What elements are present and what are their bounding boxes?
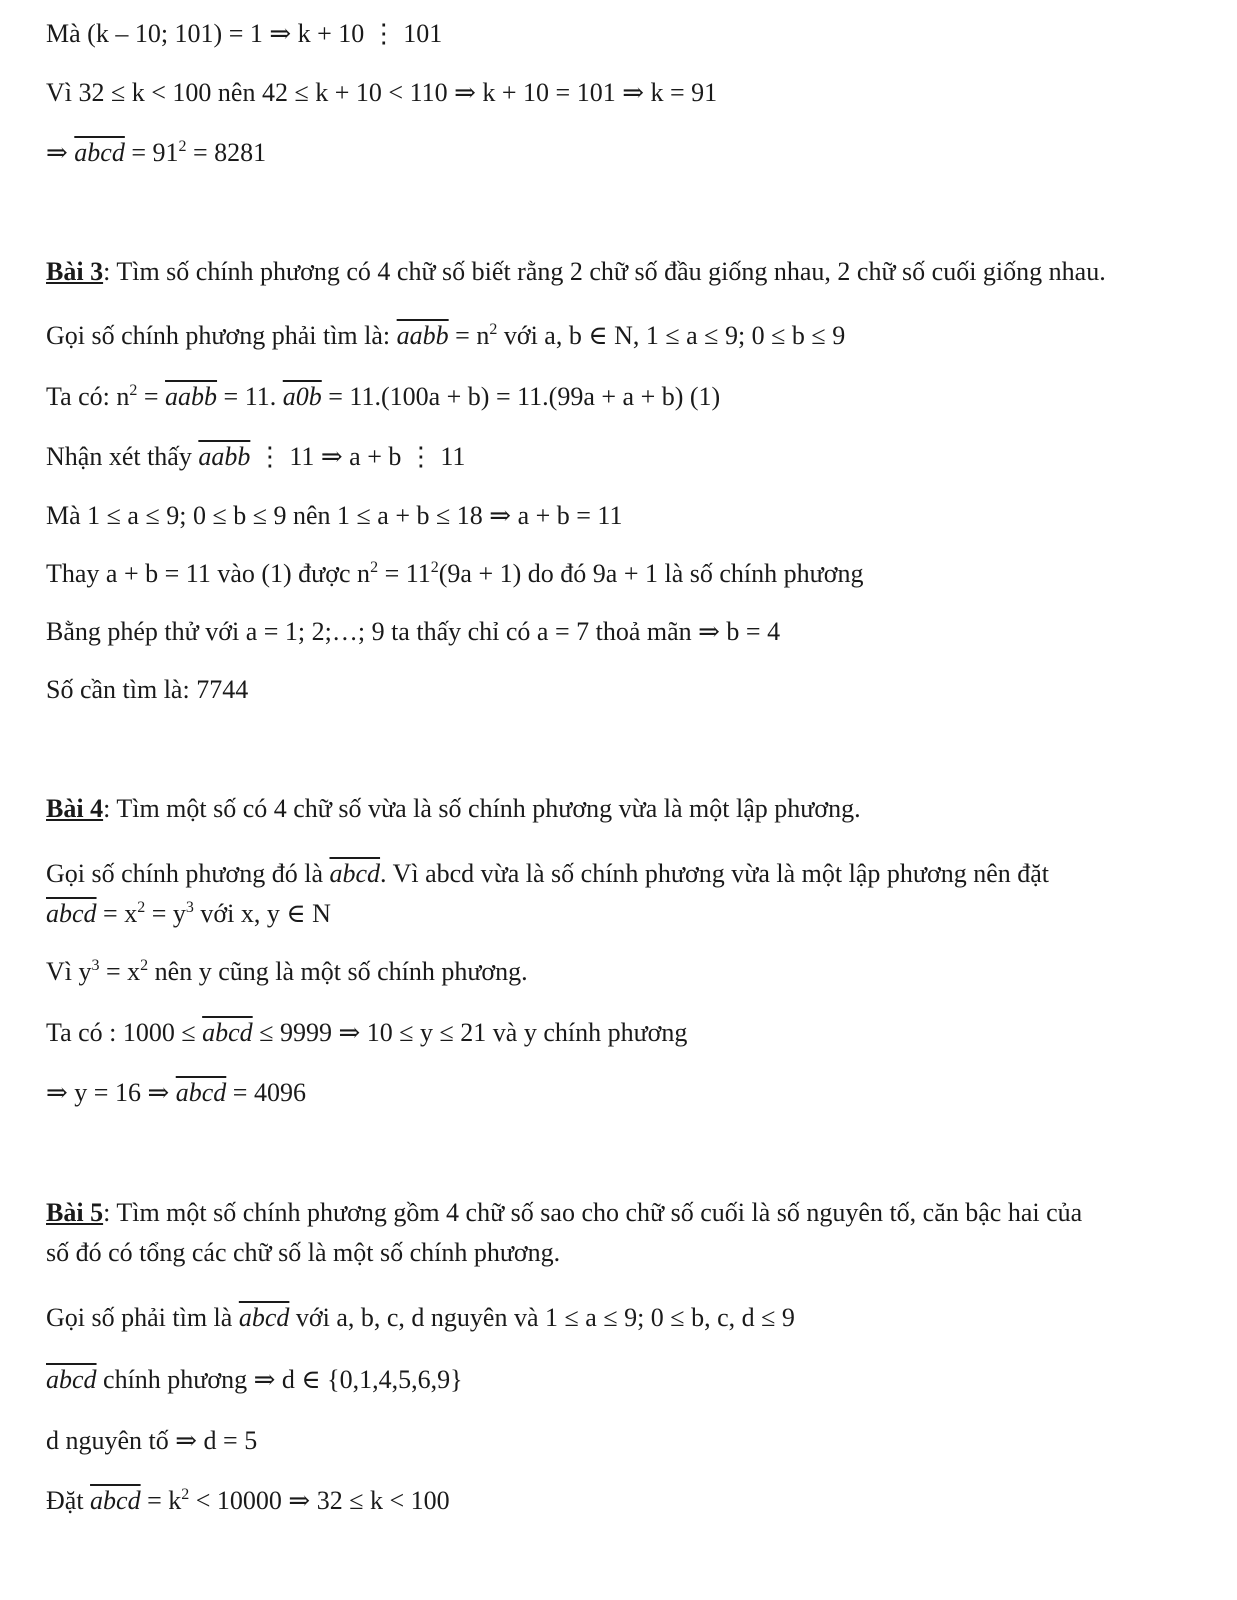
exponent: 2 bbox=[137, 899, 146, 916]
overlined-number: abcd bbox=[90, 1486, 141, 1515]
exercise-heading: Bài 3: Tìm số chính phương có 4 chữ số biết rằng 2 chữ số đầu giống nhau, 2 chữ số cuối giống nhau. bbox=[46, 257, 1106, 286]
overlined-number: abcd bbox=[74, 138, 125, 167]
exponent: 2 bbox=[129, 382, 138, 399]
exponent: 2 bbox=[178, 138, 187, 155]
text-line: ⇒ abcd = $91^2 = 8281$ bbox=[46, 138, 267, 167]
text-line: Mà (k – 10; 101) = 1 ⇒ k + 10 ⋮ 101 bbox=[46, 19, 443, 48]
overlined-number: aabb bbox=[198, 442, 251, 471]
text-line: số đó có tổng các chữ số là một số chính phương. bbox=[46, 1238, 561, 1267]
text-line: Thay a + b = 11 vào (1) được $n^2 = 11^2(9a + 1)$ do đó 9a + 1 là số chính phương bbox=[46, 559, 864, 588]
text-line: abcd chính phương ⇒ d ∈ {0,1,4,5,6,9} bbox=[46, 1365, 463, 1394]
text-line: ⇒ y = 16 ⇒ abcd = 4096 bbox=[46, 1078, 306, 1107]
text-line: d nguyên tố ⇒ d = 5 bbox=[46, 1426, 258, 1455]
exercise-heading: Bài 5: Tìm một số chính phương gồm 4 chữ số sao cho chữ số cuối là số nguyên tố, căn bậc hai của bbox=[46, 1198, 1083, 1227]
exponent: 2 bbox=[370, 559, 379, 576]
overlined-number: abcd bbox=[329, 859, 381, 888]
overlined-number: abcd bbox=[46, 899, 97, 928]
text-line: Bằng phép thử với a = 1; 2;…; 9 ta thấy chỉ có a = 7 thoả mãn ⇒ b = 4 bbox=[46, 617, 781, 646]
exercise-label: Bài 5 bbox=[46, 1198, 104, 1227]
overlined-number: abcd bbox=[238, 1303, 290, 1332]
exponent: 2 bbox=[489, 321, 498, 338]
text-line: Vì $y^3 = x^2$ nên y cũng là một số chính phương. bbox=[46, 957, 528, 986]
text-line: Vì 32 ≤ k < 100 nên 42 ≤ k + 10 < 110 ⇒ k + 10 = 101 ⇒ k = 91 bbox=[46, 78, 718, 107]
exponent: 2 bbox=[140, 957, 149, 974]
text-line: Số cần tìm là: 7744 bbox=[46, 675, 249, 704]
exponent: 3 bbox=[91, 957, 100, 974]
text-line: Ta có : 1000 ≤ abcd ≤ 9999 ⇒ 10 ≤ y ≤ 21 và y chính phương bbox=[46, 1018, 688, 1047]
exercise-label: Bài 4 bbox=[46, 794, 104, 823]
text-line: Nhận xét thấy aabb ⋮ 11 ⇒ a + b ⋮ 11 bbox=[46, 442, 466, 471]
overlined-number: abcd bbox=[202, 1018, 253, 1047]
exponent: 2 bbox=[430, 559, 439, 576]
overlined-number: a0b bbox=[282, 382, 322, 411]
text-line: Gọi số phải tìm là abcd với a, b, c, d nguyên và 1 ≤ a ≤ 9; 0 ≤ b, c, d ≤ 9 bbox=[46, 1303, 795, 1332]
text-line: Gọi số chính phương đó là abcd. Vì abcd vừa là số chính phương vừa là một lập phương nên đặt bbox=[46, 859, 1050, 888]
text-line: abcd = $x^2 = y^3$ với x, y ∈ N bbox=[46, 899, 331, 928]
exercise-label: Bài 3 bbox=[46, 257, 104, 286]
text-line: Đặt abcd = $k^2 < 10000$ ⇒ 32 ≤ k < 100 bbox=[46, 1486, 450, 1515]
overlined-number: abcd bbox=[175, 1078, 227, 1107]
text-line: Ta có: $n^2$ = aabb = 11. a0b = 11.(100a + b) = 11.(99a + a + b) (1) bbox=[46, 382, 721, 411]
exercise-heading: Bài 4: Tìm một số có 4 chữ số vừa là số chính phương vừa là một lập phương. bbox=[46, 794, 861, 823]
exponent: 3 bbox=[185, 899, 194, 916]
overlined-number: aabb bbox=[396, 321, 449, 350]
text-line: Gọi số chính phương phải tìm là: aabb = $n^2$ với a, b ∈ N, 1 ≤ a ≤ 9; 0 ≤ b ≤ 9 bbox=[46, 321, 846, 350]
overlined-number: abcd bbox=[46, 1365, 97, 1394]
text-line: Mà 1 ≤ a ≤ 9; 0 ≤ b ≤ 9 nên 1 ≤ a + b ≤ 18 ⇒ a + b = 11 bbox=[46, 501, 623, 530]
exponent: 2 bbox=[181, 1486, 190, 1503]
overlined-number: aabb bbox=[165, 382, 218, 411]
